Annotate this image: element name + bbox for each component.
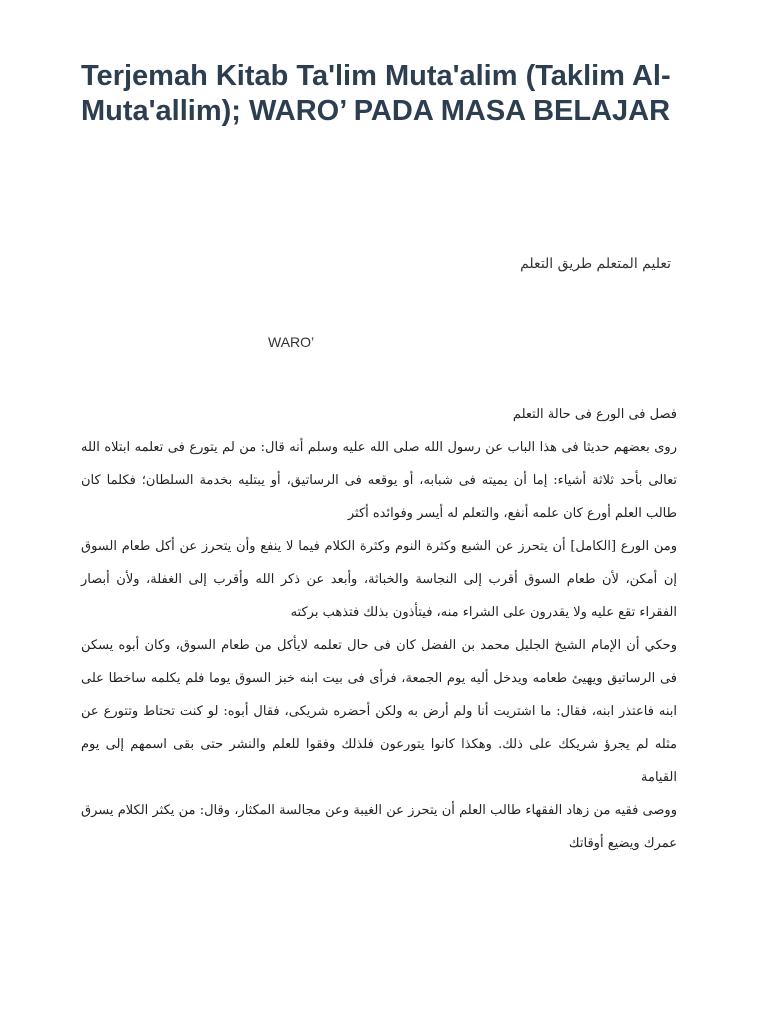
arabic-section-heading: فصل فى الورع فى حالة التعلم xyxy=(512,407,677,422)
arabic-text-body xyxy=(81,398,677,860)
arabic-subtitle: تعليم المتعلم طريق التعلم xyxy=(520,256,671,272)
arabic-paragraph: ومن الورع [الكامل] أن يتحرز عن الشبع وكثرة النوم وكثرة الكلام فيما لا ينفع وأن يتحرز عن أكل طعام السوق إن أمكن، لأن طعام السوق أقرب إلى النجاسة والخباثة، وأبعد عن ذكر الله وأقرب إلى الغفلة، ولأن أبصار الفقراء تقع عليه ولا يقدرون على الشراء منه، فيتأذون بذلك فتذهب بركته xyxy=(81,539,677,620)
page-title: Terjemah Kitab Ta'lim Muta'alim (Taklim Al-Muta'allim); WARO’ PADA MASA BELAJAR xyxy=(81,60,671,127)
arabic-paragraph: روى بعضهم حديثا فى هذا الباب عن رسول الله صلى الله عليه وسلم أنه قال: من لم يتورع فى تعلمه ابتلاه الله تعالى بأحد ثلاثة أشياء: إما أن يميته فى شبابه، أو يوقعه فى الرساتيق، أو يبتليه بخدمة السلطان؛ فكلما كان طالب العلم أورع كان علمه أنفع، والتعلم له أيسر وفوائده أكثر xyxy=(81,440,677,521)
arabic-paragraph: وحكي أن الإمام الشيخ الجليل محمد بن الفضل كان فى حال تعلمه لايأكل من طعام السوق، وكان أبوه يسكن فى الرساتيق ويهيئ طعامه ويدخل أليه يوم الجمعة، فرأى فى بيت ابنه خبز السوق يوما فلم يكلمه ساخطا على ابنه فاعتذر ابنه، فقال: ما اشتريت أنا ولم أرض به ولكن أحضره شريكى، فقال أبوه: لو كنت تحتاط وتتورع عن مثله لم يجرؤ شريكك على ذلك. وهكذا كانوا يتورعون فلذلك وفقوا للعلم والنشر حتى بقى اسمهم إلى يوم القيامة xyxy=(81,638,677,785)
section-label: WARO’ xyxy=(268,334,315,350)
arabic-paragraph: ووصى فقيه من زهاد الفقهاء طالب العلم أن يتحرز عن الغيبة وعن مجالسة المكثار، وقال: من يكثر الكلام يسرق عمرك ويضيع أوقاتك xyxy=(81,803,677,851)
